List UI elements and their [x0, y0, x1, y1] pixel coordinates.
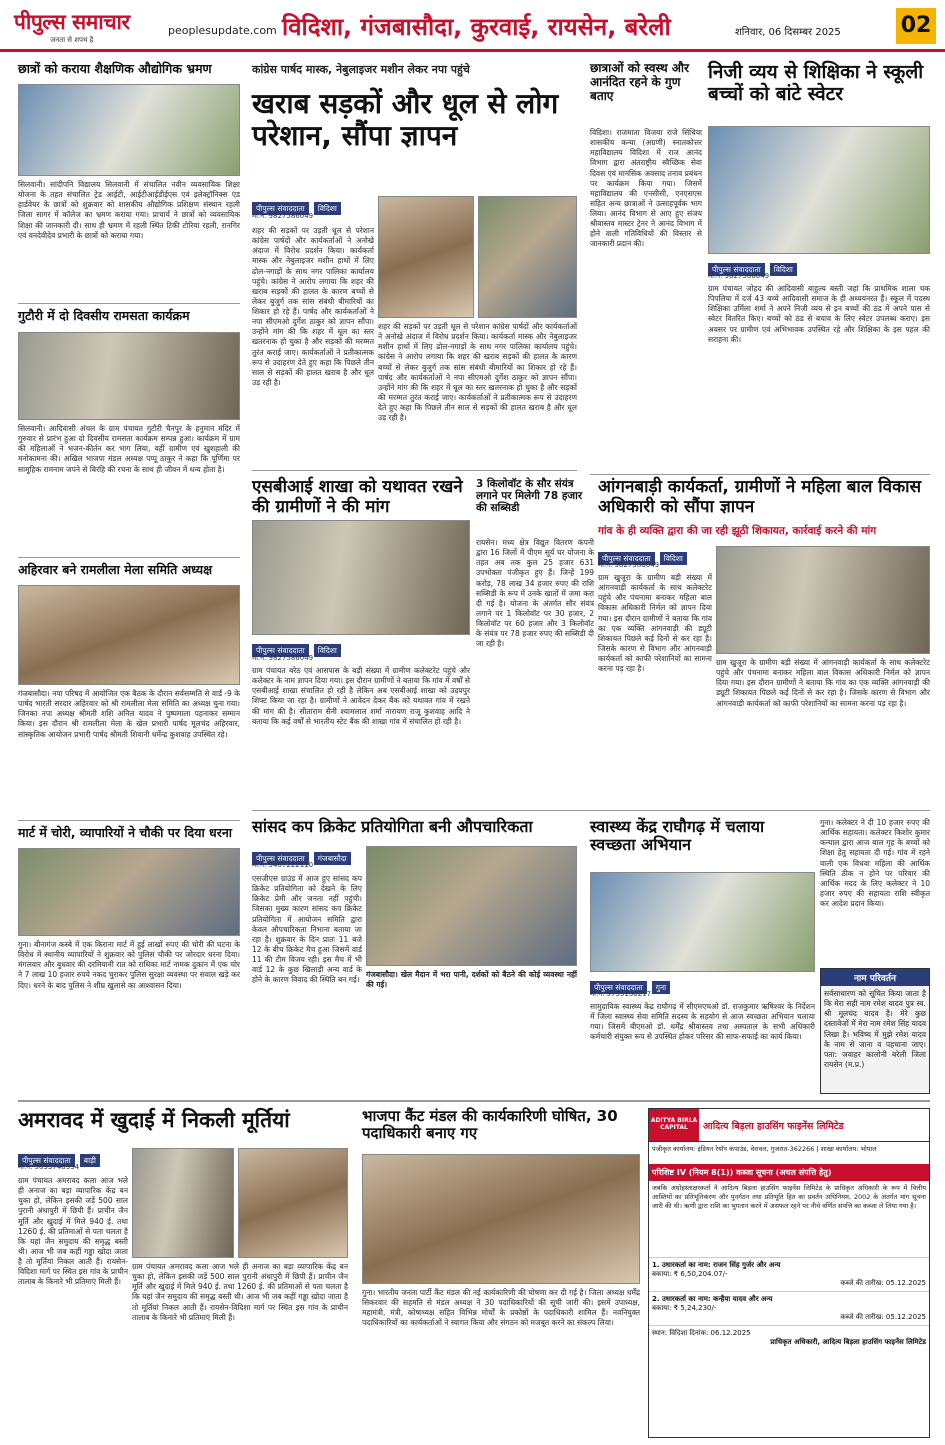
name-change-notice [820, 968, 930, 1094]
mobile-sbi: मो.नं. 9827586049 [252, 654, 314, 662]
photo-sweater [708, 126, 930, 254]
story-sweater: ग्राम पंचायत जोहद की आदिवासी बाहुल्य बस्ती जहां कि प्राथमिक शाला चक पिपलिया में दर्ज 43 बच्चे आदिवासी समाज के ही अध्ययनरत हैं। स्कूल में पदस्थ शिक्षिका उर्मिला शर्मा ने अपने निजी व्यय से इन बच्चों की ठंड में अपने पास से स्वेटर वितरित किए। बच्चों को ठंड से बचाव के लिए स्वेटर उपलब्ध कराए। इस अवसर पर ग्रामीण एवं अभिभावक उपस्थित रहे और शिक्षिका के इस पहल की सराहना की। [708, 284, 930, 344]
photo-sbi [252, 520, 470, 635]
photo-health-centre [590, 872, 815, 972]
name-change-title: नाम परिवर्तन [821, 969, 929, 986]
story-dust-col2: शहर की सड़कों पर उड़ती धूल से परेशान कांग्रेस पार्षदों और कार्यकर्ताओं ने अनोखे अंदाज में विरोध प्रदर्शन किया। कार्यकर्ता मास्क और नेबुलाइजर मशीन हाथों में लिए ढोल-नगाड़ों के साथ नगर पालिका कार्यालय पहुंचे। कांग्रेस ने आरोप लगाया कि शहर की खराब सड़कों की हालत के कारण बच्चों से लेकर बुजुर्ग तक सांस संबंधी बीमारियों का शिकार हो रहे हैं। पार्षद और कार्यकर्ताओं ने नपा सीएमओ दुर्गेश ठाकुर को ज्ञापन सौंपा। उन्होंने मांग की कि शहर में धूल का स्तर खतरनाक हो चुका है और सड़कों की मरम्मत तुरंत कराई जाए। कार्यकर्ताओं ने प्रतीकात्मक रूप से उदाहरण देते हुए कहा कि पिछले तीन साल से सड़कों की हालत खराब है और धूल उड़ रही है। [378, 322, 577, 423]
ad-company-title: आदित्य बिड़ला हाउसिंग फाइनेंस लिमिटेड [703, 1120, 844, 1132]
story-students-health: विदिशा। राजमाता विजया राजे सिंधिया शासकीय कन्या (अग्रणी) स्नातकोत्तर महाविद्यालय विदिशा में राज आनंद विभाग द्वारा अंतराष्ट्रीय स्वैच्छिक सेवा दिवस एवं मानसिक अवसाद तनाव प्रबंधन पर कार्यक्रम किया गया। जिसमें महाविद्यालय की एनसीसी, एनएसएस सहित अन्य छात्राओं ने उत्साहपूर्वक भाग लिया। आनंद विभाग से आए हुए संजय श्रीवास्तव मास्टर ट्रेनर ने आनंद विभाग में होने वाली गतिविधियों की विस्तार से जानकारी प्रदान की। [590, 128, 702, 249]
headline-sweater: निजी व्यय से शिक्षिका ने स्कूली बच्चों को बांटे स्वेटर [708, 61, 924, 105]
masthead [0, 0, 945, 52]
story-idols-col2: ग्राम पंचायत अमरावद कला आज भले ही अनाज का बड़ा व्यापारिक केंद्र बन चुका हो, लेकिन इसकी जड़ें 500 साल पुरानी अंधापुरी में छिपी हैं। प्राचीन जैन मूर्ति और खुदाई में मिले 940 ई. तथा 1260 ई. की प्रतिमाओं से पता चलता है कि यहां जैन समुदाय की समृद्ध बस्ती थी। आज भी जब कहीं गड्ढा खोदा जाता है तो मूर्तियां निकल आती हैं। रायसेन-विदिशा मार्ग पर स्थित इस गांव के प्राचीन तालाब के किनारे भी प्रतिमाएं मिली हैं। [132, 1262, 348, 1322]
headline-solar: 3 किलोवॉट के सौर संयंत्र लगाने पर मिलेगी 78 हजार की सब्सिडी [476, 478, 583, 515]
region-title: विदिशा, गंजबासौदा, कुरवाई, रायसेन, बरेली [282, 13, 671, 41]
headline-bjp: भाजपा कैंट मंडल की कार्यकारिणी घोषित, 30 पदाधिकारी बनाए गए [362, 1107, 618, 1143]
story-idols-col1: ग्राम पंचायत अमरावद कला आज भले ही अनाज का बड़ा व्यापारिक केंद्र बन चुका हो, लेकिन इसकी जड़ें 500 साल पुरानी अंधापुरी में छिपी हैं। प्राचीन जैन मूर्ति और खुदाई में मिले 940 ई. तथा 1260 ई. की प्रतिमाओं से पता चलता है कि यहां जैन समुदाय की समृद्ध बस्ती थी। आज भी जब कहीं गड्ढा खोदा जाता है तो मूर्तियां निकल आती हैं। रायसेन-विदिशा मार्ग पर स्थित इस गांव के प्राचीन तालाब के किनारे भी प्रतिमाएं मिली हैं। [18, 1176, 128, 1287]
story-solar: रायसेन। मध्य क्षेत्र विद्युत वितरण कंपनी द्वारा 16 जिलों में पीएम सूर्य घर योजना के तहत अब तक कुल 25 हजार 631 उपभोक्ता पंजीकृत हुए हैं। जिन्हें 199 करोड़, 78 लाख 34 हजार रुपए की राशि सब्सिडी के रूप में उनके खातों में जमा करा दी गई है। योजना के अंतर्गत सौर संयंत्र लगाने पर 1 किलोवॉट पर 30 हजार, 2 किलोवॉट पर 60 हजार और 3 किलोवॉट के संयंत्र पर 78 हजार रुपए की सब्सिडी दी जा रही है। [476, 538, 594, 649]
byline-anganwadi: पीपुल्स संवाददाता विदिशा [598, 546, 687, 565]
photo-bjp [362, 1154, 640, 1284]
name-change-body: सर्वसाधारण को सूचित किया जाता है कि मेरा सही नाम रमेश यादव पुत्र स्व. श्री मूलचंद यादव है। मेरे कुछ दस्तावेजों में मेरा नाम रमेश सिंह यादव लिखा है। भविष्य में मुझे रमेश यादव के नाम से जाना व पहचाना जाए। पता: जवाहर कालोनी बरेली जिला रायसेन (म.प्र.) [824, 989, 926, 1069]
photo-ramsata [18, 332, 240, 420]
divider [18, 557, 240, 558]
headline-health-centre: स्वास्थ्य केंद्र राघौगढ़ में चलाया स्वच्छता अभियान [590, 817, 765, 855]
headline-theft: मार्ट में चोरी, व्यापारियों ने चौकी पर दिया धरना [18, 825, 233, 840]
photo-idol-1 [132, 1148, 234, 1258]
mobile-health-centre: मो.नं. 9755130217 [590, 990, 652, 998]
byline-idols: पीपुल्स संवाददाता बाड़ी [18, 1148, 100, 1167]
mobile-anganwadi: मो.नं. 9827586049 [598, 561, 660, 569]
byline-cricket: पीपुल्स संवाददाता गंजबासौदा [252, 846, 351, 865]
kicker-dust: कांग्रेस पार्षद मास्क, नेबुलाइजर मशीन लेकर नपा पहुंचे [252, 63, 470, 76]
byline-dust: पीपुल्स संवाददाता विदिशा [252, 196, 341, 215]
photo-industrial-visit [18, 84, 240, 176]
byline-sbi: पीपुल्स संवाददाता विदिशा [252, 638, 341, 657]
ad-address: पंजीकृत कार्यालय: इंडियन रेयॉन कंपाउंड, वेरावल, गुजरात-362266 | शाखा कार्यालय: भोपाल [652, 1145, 877, 1153]
headline-students-health: छात्राओं को स्वस्थ और आनंदित रहने के गुण बताए [590, 61, 689, 103]
caption-cricket: गंजबासौदा। खेल मैदान में भरा पानी, दर्शकों को बैठने की कोई व्यवस्था नहीं की गई। [366, 970, 577, 990]
website-link[interactable]: peoplesupdate.com [168, 24, 277, 37]
subhead-anganwadi: गांव के ही व्यक्ति द्वारा की जा रही झूठी शिकायत, कार्रवाई करने की मांग [598, 525, 877, 537]
divider [18, 303, 240, 304]
mobile-dust: मो.नं. 9827586049 [252, 212, 314, 220]
story-industrial-visit: सिलवानी। सांदीपनि विद्यालय सिलवानी में संचालित नवीन व्यवसायिक शिक्षा योजना के तहत संचालित ट्रेड आईटी, आईटीआईडीईएस एवं इलेक्ट्रॉनिक्स एंड हार्डवेयर के छात्रों को शुक्रवार को शासकीय औद्योगिक प्रशिक्षण संस्थान रहली जिला सागर में कॉलेज का भ्रमण कराया गया। प्राचार्य ने छात्रों को व्यवसायिक शिक्षा की जानकारी दी। साथ ही भ्रमण में रहली स्थित टिकी टोरिया रहली, रानगिर एवं वनदेवीदेव प्रभारी के छात्रों को कराया गया। [18, 180, 240, 240]
headline-idols: अमरावद में खुदाई में निकली मूर्तियां [18, 1108, 290, 1132]
headline-ramsata: गुटौरी में दो दिवसीय रामसता कार्यक्रम [18, 308, 190, 323]
ad-signature: प्राधिकृत अधिकारी, आदित्य बिड़ला हाउसिंग फाइनेंस लिमिटेड [770, 1338, 926, 1346]
mobile-sweater: मो.नं. 9827586049 [708, 272, 770, 280]
story-dust-col1: शहर की सड़कों पर उड़ती धूल से परेशान कांग्रेस पार्षदों और कार्यकर्ताओं ने अनोखे अंदाज में विरोध प्रदर्शन किया। कार्यकर्ता मास्क और नेबुलाइजर मशीन हाथों में लिए ढोल-नगाड़ों के साथ नगर पालिका कार्यालय पहुंचे। कांग्रेस ने आरोप लगाया कि शहर की खराब सड़कों की हालत के कारण बच्चों से लेकर बुजुर्ग तक सांस संबंधी बीमारियों का शिकार हो रहे हैं। पार्षद और कार्यकर्ताओं ने नपा सीएमओ दुर्गेश ठाकुर को ज्ञापन सौंपा। उन्होंने मांग की कि शहर में धूल का स्तर खतरनाक हो चुका है और सड़कों की मरम्मत तुरंत कराई जाए। कार्यकर्ताओं ने प्रतीकात्मक रूप से उदाहरण देते हुए कहा कि पिछले तीन साल से सड़कों की हालत खराब है और धूल उड़ रही है। [252, 226, 374, 387]
story-aid: गुना। कलेक्टर ने दी 10 हजार रुपए की आर्थिक सहायता। कलेक्टर किशोर कुमार कन्याल द्वारा आज बाल गृह के बच्चों को शिक्षा हेतु सहायता दी गई। गांव में रहने वाली एक विधवा महिला की आर्थिक स्थिति ठीक न होने पर परिवार की आर्थिक मदद के लिए कलेक्टर ने 10 हजार रुपए की सहायता राशि स्वीकृत कर आदेश प्रदान किया। [820, 818, 930, 908]
story-ramleela: गंजबासौदा। नपा परिषद में आयोजित एक बैठक के दौरान सर्वसम्मति से वार्ड -9 के पार्षद भारती सरदार अहिरवार को श्री रामलीला मेला समिति का अध्यक्ष चुना गया। जिनका नपा अध्यक्ष श्रीमती शशि अनिल यादव ने पुष्पमाला पहनाकर सम्मान किया। इस दौरान श्री रामलीला मेला के खेल प्रभारी पार्षद मूलचंद अहिरवार, सांस्कृतिक आयोजन प्रभारी पार्षद श्रीमती शिवानी धर्मेन्द्र कुशवाह उपस्थित रहे। [18, 689, 240, 739]
ad-notice-heading: परिशिष्ट IV (नियम 8(1)) कब्जा सूचना (अचल संपत्ति हेतु) [649, 1164, 929, 1181]
story-anganwadi-col2: ग्राम खुजूरा के ग्रामीण बड़ी संख्या में आंगनवाड़ी कार्यकर्ता के साथ कलेक्टरेट पहुंचे और पंचनामा बनाकर महिला बाल विकास अधिकारी निर्मल को ज्ञापन दिया गया। इस दौरान ग्रामीणों ने बताया कि गांव का एक व्यक्ति आंगनवाड़ी की ड्यूटी शिकायत पिछले कई दिनों से कर रहा है। जिसके कारण से विभाग और आंगनवाड़ी कार्यकर्ता को काफी परेशानियों का सामना करना पड़ रहा है। [716, 658, 930, 708]
divider [252, 470, 577, 471]
headline-dust: खराब सड़कों और धूल से लोग परेशान, सौंपा ज्ञापन [252, 87, 559, 153]
photo-cricket [366, 846, 577, 966]
mobile-idols: मो.नं. 9893748934 [18, 1163, 80, 1171]
story-sbi: ग्राम पंचायत बरेठ एवं आसपास के बड़ी संख्या में ग्रामीण कलेक्टरेट पहुंचे और कलेक्टर के नाम ज्ञापन दिया गया। इस दौरान ग्रामीणों ने बताया कि गांव में वर्षों से एसबीआई शाखा संचालित हो रही है लेकिन अब एसबीआई शाखा को उदयपुर शिफ्ट किया जा रहा है। ग्रामीणों ने आवेदन देकर बैंक को यथावत गांव में रखने की मांग की है। सीताराम सैनी श्यामलाल शर्मा नारायण राजू कुशवाह आदि ने बताया कि कई वर्षों से भारतीय स्टेट बैंक की शाखा गांव में संचालित हो रही है। [252, 666, 470, 726]
headline-anganwadi: आंगनबाड़ी कार्यकर्ता, ग्रामीणों ने महिला बाल विकास अधिकारी को सौंपा ज्ञापन [598, 477, 922, 517]
story-bjp: गुना। भारतीय जनता पार्टी कैंट मंडल की नई कार्यकारिणी की घोषणा कर दी गई है। जिला अध्यक्ष धर्मेंद्र सिकरवार की सहमति से मंडल अध्यक्ष ने 30 पदाधिकारियों की सूची जारी की। इसमें उपाध्यक्ष, महामंत्री, मंत्री, कोषाध्यक्ष सहित विभिन्न मोर्चों के प्रकोष्ठों के पदाधिकारी शामिल हैं। नवनियुक्त पदाधिकारियों का कार्यकर्ताओं ने स्वागत किया और संगठन को मजबूत करने का संकल्प लिया। [362, 1288, 640, 1328]
story-anganwadi-col1: ग्राम खुजूरा के ग्रामीण बड़ी संख्या में आंगनवाड़ी कार्यकर्ता के साथ कलेक्टरेट पहुंचे और पंचनामा बनाकर महिला बाल विकास अधिकारी निर्मल को ज्ञापन दिया गया। इस दौरान ग्रामीणों ने बताया कि गांव का एक व्यक्ति आंगनवाड़ी की ड्यूटी शिकायत पिछले कई दिनों से कर रहा है। जिसके कारण से विभाग और आंगनवाड़ी कार्यकर्ता को काफी परेशानियों का सामना करना पड़ रहा है। [598, 573, 712, 674]
headline-sbi: एसबीआई शाखा को यथावत रखने की ग्रामीणों ने की मांग [252, 477, 463, 517]
ad-notice-body: जबकि अधोहस्ताक्षरकर्ता ने आदित्य बिड़ला हाउसिंग फाइनेंस लिमिटेड के प्राधिकृत अधिकारी के रूप में वित्तीय आस्तियों का प्रतिभूतिकरण और पुनर्गठन तथा प्रतिभूति हित का प्रवर्तन अधिनियम, 2002 के अंतर्गत मांग सूचना जारी की थी। ऋणी द्वारा राशि का भुगतान करने में असफल रहने पर नीचे वर्णित संपत्ति का कब्जा ले लिया गया है। [652, 1184, 926, 1210]
newspaper-logo: पीपुल्स समाचार जनता से शपथ है [14, 10, 130, 44]
page-number: 02 [896, 8, 936, 44]
story-health-centre: सामुदायिक स्वास्थ्य केंद्र राघौगढ़ में सीएमएचओ डॉ. राजकुमार ऋषिश्वर के निर्देशन में जिला स्वास्थ्य सेवा समिति सदस्य के सहयोग से आज स्वच्छता अभियान चलाया गया। जिसमें बीएमओ डॉ. धर्मेंद्र श्रीवास्तव तथा अस्पताल के सभी अधिकारी कर्मचारी संयुक्त रूप से उपस्थित होकर परिसर की साफ-सफाई का कार्य किया। [590, 1002, 815, 1042]
divider [18, 1100, 930, 1102]
photo-idol-2 [238, 1148, 348, 1258]
issue-date: शनिवार, 06 दिसम्बर 2025 [735, 27, 841, 38]
story-ramsata: सिलवानी। आदिवासी अंचल के ग्राम पंचायत गुटौरी चैनपुर के हनुमान मंदिर में गुरुवार से प्रारंभ हुआ दो दिवसीय रामसता कार्यक्रम सम्पन्न हुआ। कार्यक्रम में ग्राम की महिलाओं ने भजन-कीर्तन कर भाग लिया, वहीं ग्रामीण एवं खुशहाली की मनोकामना की। अखिल भाजपा मंडल अध्यक्ष पप्पू ठाकुर ने कहा कि पूर्णिमा पर सामूहिक रामनाम जपने से बिरहि की रचना के साथ ही जीवन में धन्य होता है। [18, 424, 240, 474]
legal-advertisement [648, 1108, 930, 1438]
mobile-cricket: मो.नं. 9407222110 [252, 861, 314, 869]
byline-sweater: पीपुल्स संवाददाता विदिशा [708, 257, 797, 276]
story-theft: गुना। बीनागंज कस्बे में एक किराना मार्ट में हुई लाखों रुपए की चोरी की घटना के विरोध में स्थानीय व्यापारियों ने शुक्रवार को पुलिस चौकी पर जोरदार धरना दिया। मंगलवार और बुधवार की दरमियानी रात को राधिका मार्ट नामक दुकान में एक चोर ने 7 लाख 10 हजार रुपये नकद चुराकर पुलिस सुरक्षा व्यवस्था पर सवाल खड़े कर दिए। धरने के बाद पुलिस ने शीघ्र खुलासे का आश्वासन दिया। [18, 940, 240, 990]
photo-anganwadi [716, 546, 930, 654]
divider [590, 474, 930, 475]
byline-health-centre: पीपुल्स संवाददाता गुना [590, 975, 670, 994]
headline-cricket: सांसद कप क्रिकेट प्रतियोगिता बनी औपचारिकता [252, 817, 533, 836]
story-cricket-col1: एसजीएस ग्राउंड में आज हुए सांसद कप क्रिकेट प्रतियोगिता को देखने के लिए क्रिकेट प्रेमी और जनता नहीं पहुंची। जिसका मुख्य कारण सांसद कप क्रिकेट प्रतियोगिता में आयोजन समिति द्वारा केवल औपचारिकता निभाना बताया जा रहा है। शुक्रवार के दिन प्रातः 11 बजे 12 के बीच क्रिकेट मैच हुआ जिसमें वार्ड 11 की टीम विजय रही। इस मैच में भी वार्ड 12 के कुछ खिलाड़ी अन्य वार्ड के होने के कारण विवाद की स्थिति बन गई। [252, 874, 362, 985]
ad-borrower-1: 1. उधारकर्ता का नाम: राजन सिंह गुर्जर और अन्य बकाया: ₹ 6,50,204.07/- कब्जे की तारीख: 05.12.2025 [649, 1257, 929, 1291]
divider [18, 820, 240, 821]
photo-theft [18, 848, 240, 936]
aditya-birla-logo: ADITYA BIRLA CAPITAL [649, 1109, 699, 1141]
headline-industrial-visit: छात्रों को कराया शैक्षणिक औद्योगिक भ्रमण [18, 61, 212, 76]
ad-borrower-2: 2. उधारकर्ता का नाम: कन्हैया यादव और अन्य बकाया: ₹ 5,24,230/- कब्जे की तारीख: 05.12.2025 [649, 1291, 929, 1325]
headline-ramleela: अहिरवार बने रामलीला मेला समिति अध्यक्ष [18, 562, 213, 577]
photo-ramleela [18, 585, 240, 685]
ad-place-date: स्थान: विदिशा दिनांक: 06.12.2025 [652, 1329, 751, 1337]
divider [252, 810, 930, 811]
photo-dust-mask [378, 196, 474, 318]
photo-dust-nebulizer [478, 196, 577, 318]
